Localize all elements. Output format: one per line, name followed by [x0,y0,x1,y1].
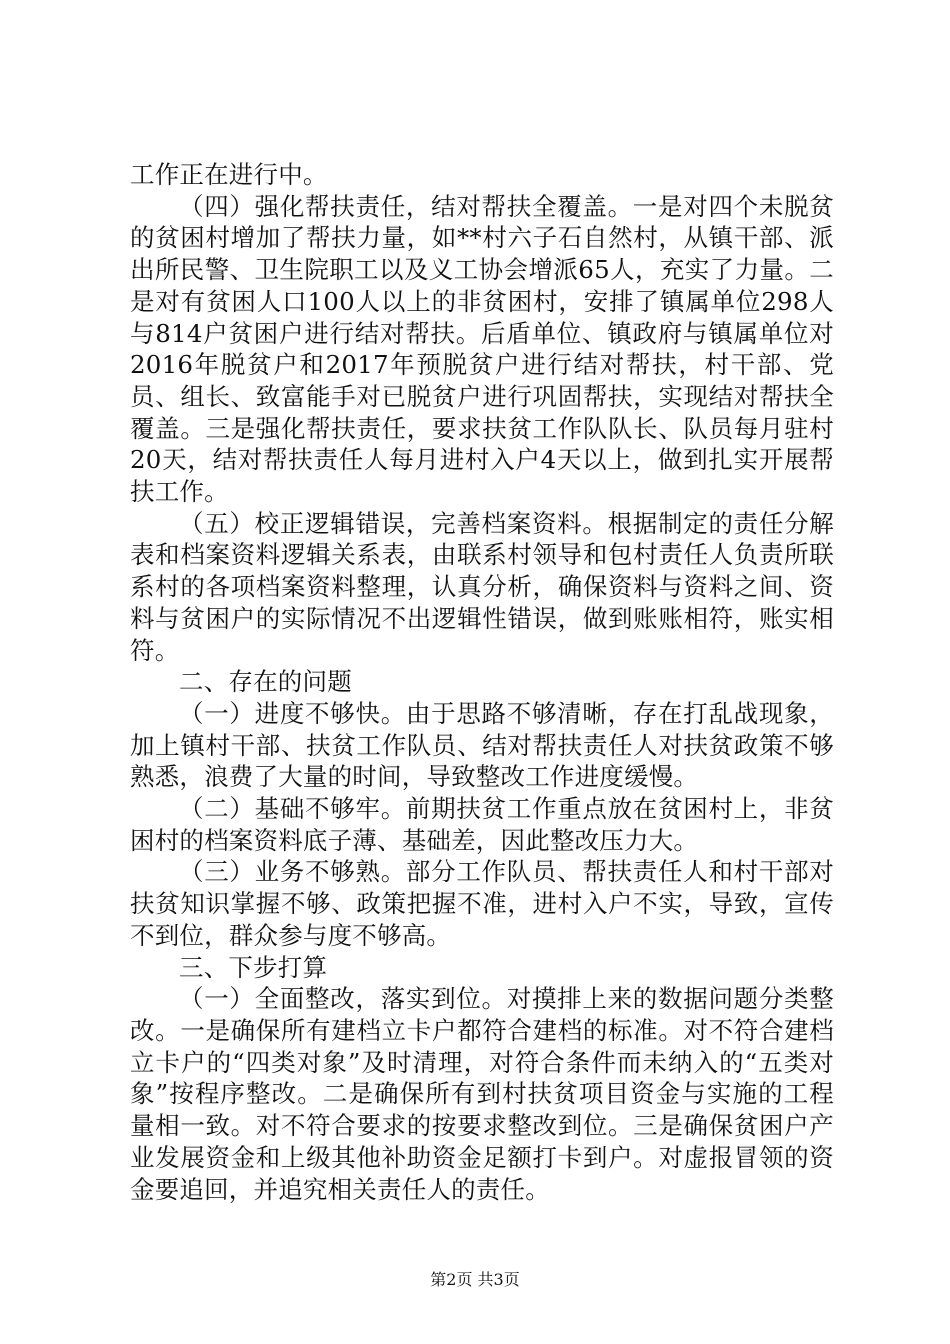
paragraph-plan-1: （一）全面整改，落实到位。对摸排上来的数据问题分类整改。一是确保所有建档立卡户都符合建档的标准。对不符合建档立卡户的“四类对象”及时清理，对符合条件而未纳入的“五类对象”按程序整改。二是确保所有到村扶贫项目资金与实施的工程量相一致。对不符合要求的按要求整改到位。三是确保贫困户产业发展资金和上级其他补助资金足额打卡到户。对虚报冒领的资金要追回，并追究相关责任人的责任。 [130,984,834,1204]
paragraph-continuation: 工作正在进行中。 [130,160,328,189]
paragraph-section-4: （四）强化帮扶责任，结对帮扶全覆盖。一是对四个未脱贫的贫困村增加了帮扶力量，如**村六子石自然村，从镇干部、派出所民警、卫生院职工以及义工协会增派65人，充实了力量。二是对有贫困人口100人以上的非贫困村，安排了镇属单位298人与814户贫困户进行结对帮扶。后盾单位、镇政府与镇属单位对2016年脱贫户和2017年预脱贫户进行结对帮扶，村干部、党员、组长、致富能手对已脱贫户进行巩固帮扶，实现结对帮扶全覆盖。三是强化帮扶责任，要求扶贫工作队队长、队员每月驻村20天，结对帮扶责任人每月进村入户4天以上，做到扎实开展帮扶工作。 [130,191,834,507]
section-heading-problems: 二、存在的问题 [179,667,352,697]
section-heading-next-steps: 三、下步打算 [179,952,328,982]
page-footer: 第2页 共3页 [430,1270,520,1289]
document-body [130,159,834,1205]
paragraph-problem-3: （三）业务不够熟。部分工作队员、帮扶责任人和村干部对扶贫知识掌握不够、政策把握不准，进村入户不实，导致，宣传不到位，群众参与度不够高。 [130,857,834,950]
paragraph-problem-1: （一）进度不够快。由于思路不够清晰，存在打乱战现象，加上镇村干部、扶贫工作队员、结对帮扶责任人对扶贫政策不够熟悉，浪费了大量的时间，导致整改工作进度缓慢。 [130,698,834,792]
paragraph-section-5: （五）校正逻辑错误，完善档案资料。根据制定的责任分解表和档案资料逻辑关系表，由联系村领导和包村责任人负责所联系村的各项档案资料整理，认真分析，确保资料与资料之间、资料与贫困户的实际情况不出逻辑性错误，做到账账相符，账实相符。 [130,508,834,665]
paragraph-problem-2: （二）基础不够牢。前期扶贫工作重点放在贫困村上，非贫困村的档案资料底子薄、基础差，因此整改压力大。 [130,794,834,855]
